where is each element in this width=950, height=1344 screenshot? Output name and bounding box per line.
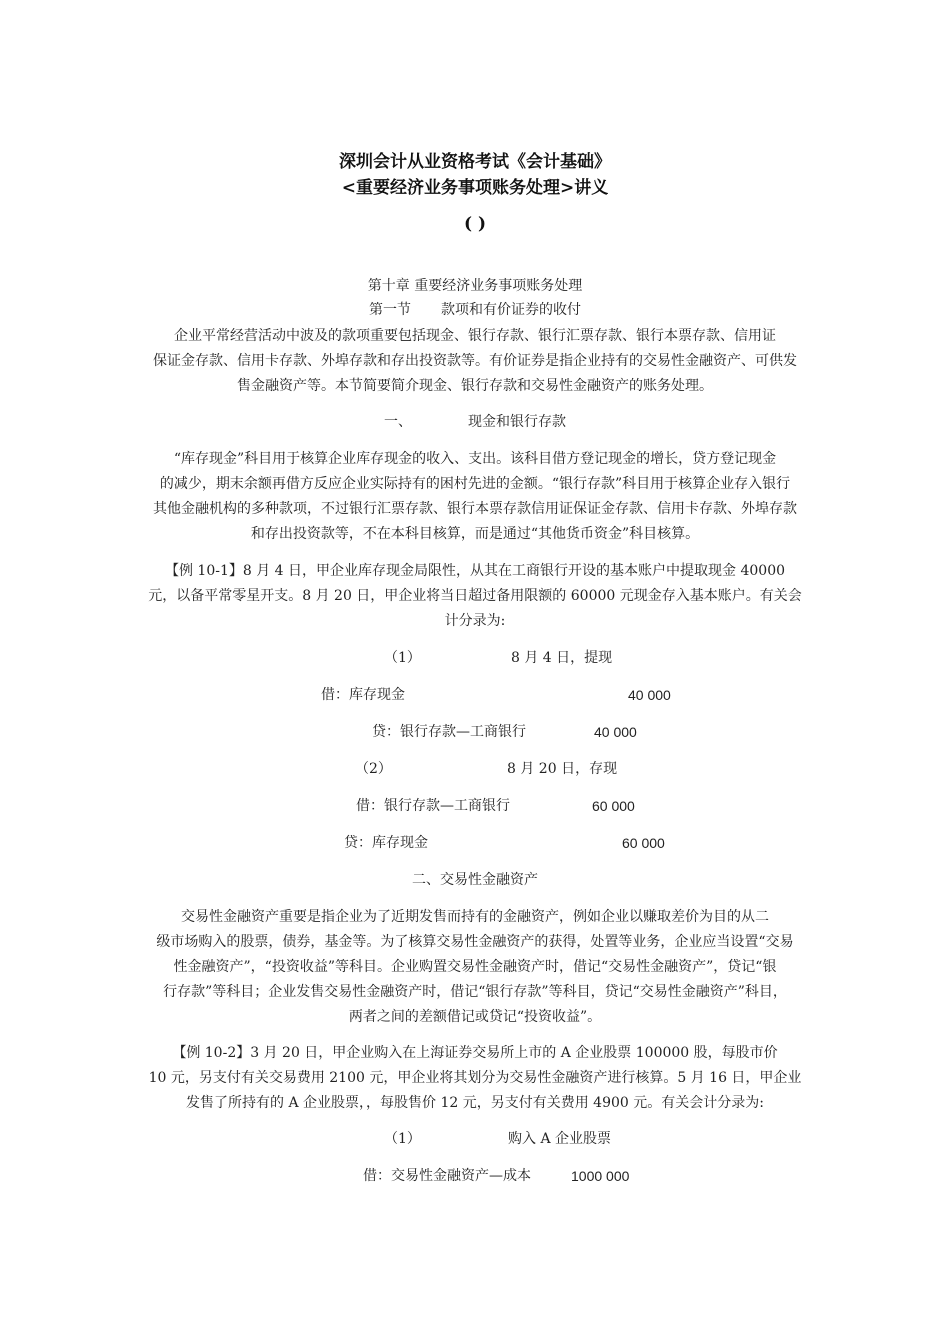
debit-amount: 40 000: [628, 687, 671, 703]
subsection-heading-2: 二、交易性金融资产: [412, 872, 538, 888]
paragraph-line: 两者之间的差额借记或贷记“投资收益”。: [348, 1009, 602, 1025]
example-line: 计分录为:: [444, 613, 506, 629]
intro-line: 保证金存款、信用卡存款、外埠存款和存出投资款等。有价证券是指企业持有的交易性金融资产、可供发: [153, 353, 797, 369]
example-line: 发售了所持有的 A 企业股票，，每股售价 12 元，另支付有关费用 4900 元。有关会计分录为:: [186, 1095, 764, 1111]
paragraph-line: 和存出投资款等，不在本科目核算，而是通过“其他货币资金”科目核算。: [250, 526, 700, 542]
example-line: 【例 10-1】8 月 4 日，甲企业库存现金局限性，从其在工商银行开设的基本账户中提取现金 40000: [164, 563, 786, 579]
entry-description: 8 月 20 日，存现: [507, 761, 618, 777]
subsection-title: 现金和银行存款: [468, 414, 566, 430]
entry-description: 8 月 4 日，提现: [511, 650, 613, 666]
doc-title-line2: <重要经济业务事项账务处理>讲义: [341, 178, 609, 198]
paragraph-line: 级市场购入的股票，债券，基金等。为了核算交易性金融资产的获得，处置等业务，企业应当设置“交易: [156, 934, 794, 950]
example-line: 【例 10-2】3 月 20 日，甲企业购入在上海证券交易所上市的 A 企业股票 100000 股，每股市价: [172, 1045, 778, 1061]
doc-title-paren: ( ): [463, 214, 486, 234]
entry-number: （1）: [384, 650, 421, 666]
debit-account: 借：交易性金融资产—成本: [363, 1168, 531, 1184]
paragraph-line: 其他金融机构的多种款项，不过银行汇票存款、银行本票存款信用证保证金存款、信用卡存款、外埠存款: [153, 501, 797, 517]
debit-account: 借：库存现金: [321, 687, 405, 703]
credit-amount: 60 000: [622, 835, 665, 851]
credit-account: 贷：银行存款—工商银行: [372, 724, 526, 740]
entry-number: （2）: [355, 761, 392, 777]
intro-line: 售金融资产等。本节简要简介现金、银行存款和交易性金融资产的账务处理。: [237, 378, 713, 394]
example-line: 元，以备平常零星开支。8 月 20 日，甲企业将当日超过备用限额的 60000 元现金存入基本账户。有关会: [148, 588, 802, 604]
paragraph-line: 交易性金融资产重要是指企业为了近期发售而持有的金融资产，例如企业以赚取差价为目的从二: [181, 909, 769, 925]
debit-amount: 60 000: [592, 798, 635, 814]
entry-description: 购入 A 企业股票: [508, 1131, 612, 1147]
subsection-number: 一、: [384, 414, 412, 430]
paragraph-line: 行存款”等科目；企业发售交易性金融资产时，借记“银行存款”等科目，贷记“交易性金融资产”科目，: [163, 984, 787, 1000]
paragraph-line: “库存现金”科目用于核算企业库存现金的收入、支出。该科目借方登记现金的增长，贷方登记现金: [173, 451, 777, 467]
entry-number: （1）: [384, 1131, 421, 1147]
credit-amount: 40 000: [594, 724, 637, 740]
credit-account: 贷：库存现金: [344, 835, 428, 851]
paragraph-line: 性金融资产”，“投资收益”等科目。企业购置交易性金融资产时，借记“交易性金融资产”，贷记“银: [173, 959, 777, 975]
doc-title-line1: 深圳会计从业资格考试《会计基础》: [339, 152, 611, 172]
example-line: 10 元，另支付有关交易费用 2100 元，甲企业将其划分为交易性金融资产进行核算。5 月 16 日，甲企业: [148, 1070, 802, 1086]
section-label: 第一节: [369, 302, 411, 318]
debit-account: 借：银行存款—工商银行: [356, 798, 510, 814]
paragraph-line: 的减少，期末余额再借方反应企业实际持有的困村先进的金额。“银行存款”科目用于核算企业存入银行: [159, 476, 791, 492]
section-heading: [0, 300, 950, 320]
intro-line: 企业平常经营活动中波及的款项重要包括现金、银行存款、银行汇票存款、银行本票存款、信用证: [174, 328, 776, 344]
debit-amount: 1000 000: [571, 1168, 630, 1184]
subsection-heading-1: [0, 412, 950, 432]
chapter-heading: 第十章 重要经济业务事项账务处理: [367, 278, 583, 294]
section-title: 款项和有价证券的收付: [441, 302, 581, 318]
